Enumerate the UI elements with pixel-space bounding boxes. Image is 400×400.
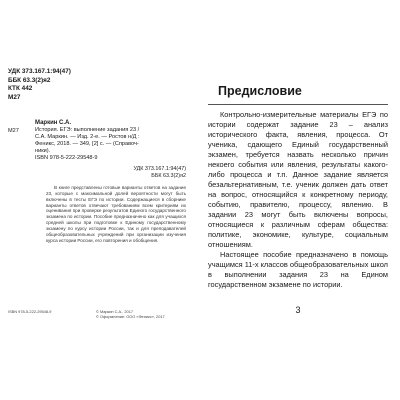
bbk-code: ББК 63.3(2)я2	[8, 76, 51, 84]
preface-paragraph: Контрольно-измерительные материалы ЕГЭ по истории содержат задание 23 – анализ исторического факта, явления, процесса. От ученика, сдающего Единый государственный экзамен, требуется назвать несколько причин некоего события или явления, результаты какого-либо процесса и т.п. Данное задание является безальтернативным, т.е. ученик должен дать ответ на вопрос, относящийся к конкретному периоду, событию, правителю, процессу, явлению. В задании 23 могут быть включены вопросы, относящиеся к различным сферам общества: политике, экономике, культуре, социальным отношениям.	[208, 110, 388, 249]
catalog-right-codes	[35, 166, 194, 180]
catalog-line: История. ЕГЭ: выполнение задания 23 /	[35, 127, 140, 134]
catalog-card	[8, 120, 194, 180]
catalog-author: Маркин С.А.	[35, 120, 72, 126]
page-number: 3	[295, 305, 301, 315]
page-title: Предисловие	[218, 84, 302, 98]
footer-copyright	[96, 309, 196, 319]
preface-text	[208, 110, 388, 290]
copyright-author: © Маркин С.А., 2017	[96, 309, 134, 314]
classification-codes	[8, 68, 71, 102]
catalog-line: Феникс, 2018. — 349, [2] с. — (Справоч-	[35, 141, 139, 148]
catalog-bbk: ББК 63.3(2)я2	[151, 172, 186, 179]
footer-isbn: ISBN 978-5-222-29548-9	[8, 309, 52, 314]
copyright-design: © Оформление: ООО «Феникс», 2017	[96, 314, 165, 319]
title-divider	[208, 104, 388, 105]
book-annotation: В книге представлены готовые варианты ответов на задание 23, которые с максимальной долей вероятности могут быть включены в тесты ЕГЭ по истории. Содержащиеся в сборнике варианты ответов отвечают требованиям всем критериям их оценивания при проверке результатов Единого государственного экзамена по истории. Пособие предназначено как для учащихся средней школы при подготовке к Единому государственному экзамену по курсу истории России, так и для преподавателей общеобразовательных учреждений при организации изучения курса истории России, его повторения и обобщения.	[46, 185, 186, 243]
catalog-line: ники).	[35, 148, 51, 155]
preface-paragraph: Настоящее пособие предназначено в помощь учащимся 11-х классов общеобразовательных школ в выполнении задания 23 на Едином государственном экзамене по истории.	[208, 250, 388, 289]
author-mark: М27	[8, 93, 21, 101]
catalog-body	[35, 120, 194, 180]
catalog-udc: УДК 373.167.1:94(47)	[133, 165, 186, 172]
udc-code: УДК 373.167.1:94(47)	[8, 68, 71, 75]
catalog-isbn: ISBN 978-5-222-29548-9	[35, 155, 98, 162]
right-page	[208, 68, 392, 326]
imprint-footer	[8, 309, 196, 319]
ktk-code: КТК 442	[8, 85, 33, 93]
left-page	[8, 68, 194, 326]
catalog-line: С.А. Маркин. — Изд. 2-е. — Ростов н/Д :	[35, 134, 140, 141]
catalog-author-mark: М27	[8, 128, 19, 134]
